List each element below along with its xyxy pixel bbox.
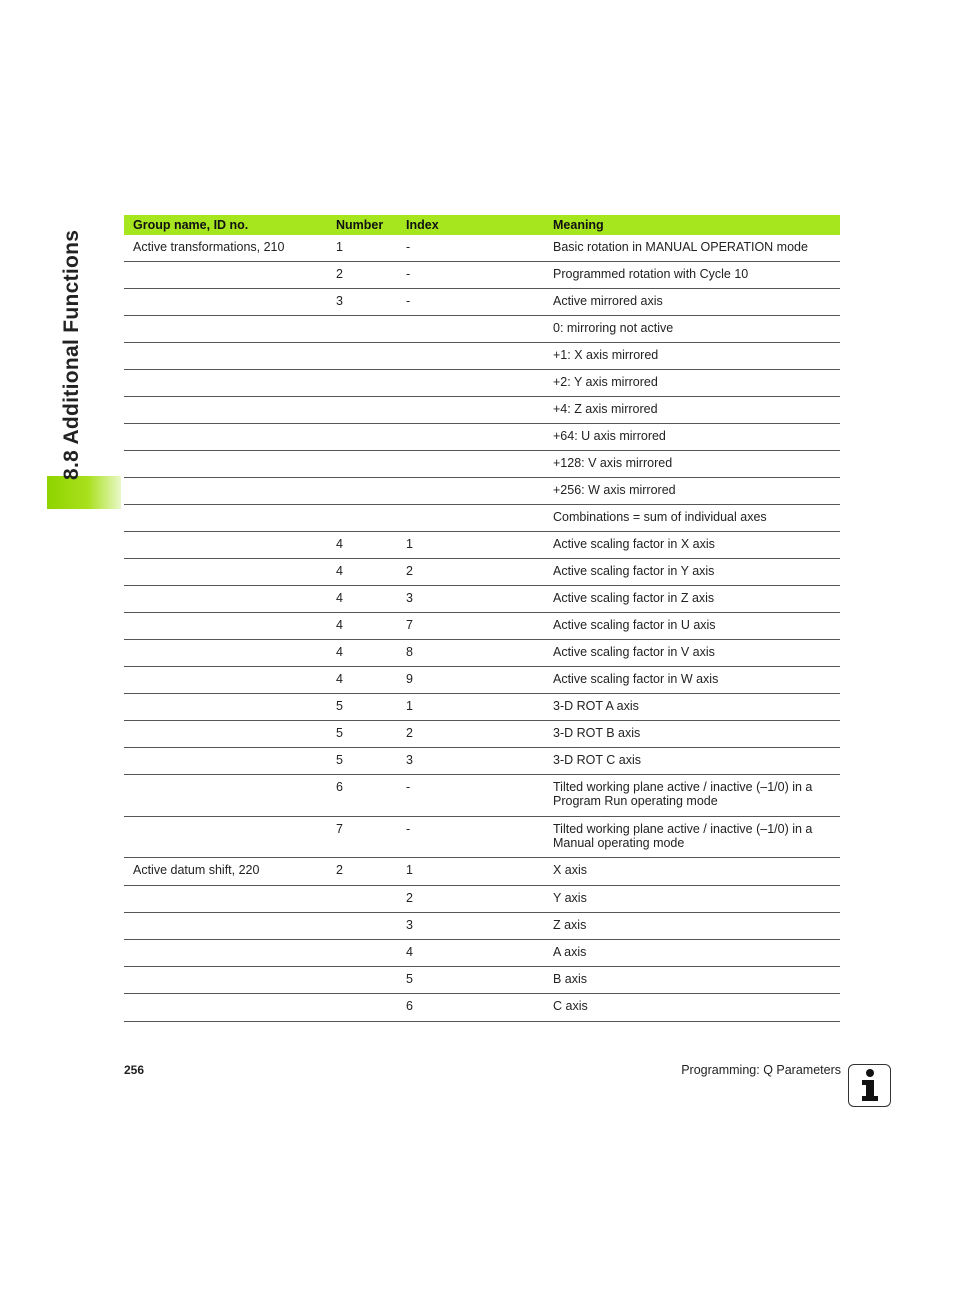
cell-meaning: 0: mirroring not active bbox=[553, 321, 674, 335]
cell-group-name bbox=[124, 586, 327, 591]
table-row bbox=[124, 775, 840, 817]
cell-group-name bbox=[124, 913, 327, 918]
table-row bbox=[124, 343, 840, 370]
cell-group-name bbox=[124, 343, 327, 348]
table-row bbox=[124, 913, 840, 940]
parameter-table bbox=[124, 215, 840, 1022]
table-row bbox=[124, 397, 840, 424]
cell-number bbox=[327, 397, 397, 402]
cell-index: 4 bbox=[406, 945, 413, 959]
cell-index bbox=[397, 505, 544, 510]
cell-index: 5 bbox=[406, 972, 413, 986]
cell-index bbox=[397, 343, 544, 348]
cell-meaning: +256: W axis mirrored bbox=[553, 483, 676, 497]
cell-group-name bbox=[124, 613, 327, 618]
cell-number bbox=[327, 343, 397, 348]
cell-number bbox=[327, 886, 397, 891]
table-row bbox=[124, 721, 840, 748]
table-row bbox=[124, 451, 840, 478]
header-number: Number bbox=[336, 218, 384, 232]
cell-group-name bbox=[124, 289, 327, 294]
cell-group-name bbox=[124, 817, 327, 822]
cell-meaning: Basic rotation in MANUAL OPERATION mode bbox=[553, 240, 808, 254]
cell-meaning: B axis bbox=[553, 972, 588, 986]
side-section-title: 8.8 Additional Functions bbox=[60, 229, 83, 480]
cell-number: 4 bbox=[336, 672, 343, 686]
table-row bbox=[124, 967, 840, 994]
cell-index: 8 bbox=[406, 645, 413, 659]
header-meaning: Meaning bbox=[553, 218, 604, 232]
table-row bbox=[124, 316, 840, 343]
cell-number: 5 bbox=[336, 753, 343, 767]
cell-index bbox=[397, 397, 544, 402]
table-row bbox=[124, 858, 840, 886]
cell-number bbox=[327, 913, 397, 918]
cell-number bbox=[327, 424, 397, 429]
cell-group-name bbox=[124, 967, 327, 972]
cell-meaning: Y axis bbox=[553, 891, 587, 905]
info-icon bbox=[848, 1064, 891, 1107]
cell-meaning: Programmed rotation with Cycle 10 bbox=[553, 267, 749, 281]
cell-group-name bbox=[124, 559, 327, 564]
cell-meaning: Active scaling factor in W axis bbox=[553, 672, 719, 686]
cell-meaning: Combinations = sum of individual axes bbox=[553, 510, 767, 524]
cell-meaning: Active mirrored axis bbox=[553, 294, 663, 308]
cell-meaning: 3-D ROT A axis bbox=[553, 699, 639, 713]
cell-index: - bbox=[406, 294, 411, 308]
cell-meaning: X axis bbox=[553, 863, 588, 877]
cell-group-name bbox=[124, 397, 327, 402]
footer-chapter-title: Programming: Q Parameters bbox=[681, 1063, 841, 1077]
table-row bbox=[124, 694, 840, 721]
header-group-name: Group name, ID no. bbox=[133, 218, 249, 232]
table-row bbox=[124, 235, 840, 262]
cell-group-name bbox=[124, 886, 327, 891]
cell-group-name bbox=[124, 478, 327, 483]
cell-group-name bbox=[124, 694, 327, 699]
cell-number: 4 bbox=[336, 537, 343, 551]
table-row bbox=[124, 748, 840, 775]
table-row bbox=[124, 586, 840, 613]
cell-group-name: Active datum shift, 220 bbox=[133, 863, 260, 877]
cell-meaning: Active scaling factor in X axis bbox=[553, 537, 715, 551]
cell-number: 2 bbox=[336, 267, 343, 281]
cell-meaning: Active scaling factor in Z axis bbox=[553, 591, 715, 605]
cell-meaning: Active scaling factor in U axis bbox=[553, 618, 716, 632]
cell-index: 1 bbox=[406, 699, 413, 713]
cell-number bbox=[327, 370, 397, 375]
cell-number: 5 bbox=[336, 699, 343, 713]
cell-group-name bbox=[124, 994, 327, 999]
table-row bbox=[124, 667, 840, 694]
cell-index: 6 bbox=[406, 999, 413, 1013]
cell-index: 2 bbox=[406, 564, 413, 578]
cell-group-name bbox=[124, 667, 327, 672]
cell-group-name bbox=[124, 640, 327, 645]
cell-index: 3 bbox=[406, 591, 413, 605]
cell-number bbox=[327, 967, 397, 972]
table-row bbox=[124, 289, 840, 316]
cell-group-name bbox=[124, 424, 327, 429]
table-row bbox=[124, 640, 840, 667]
cell-index: - bbox=[406, 240, 411, 254]
cell-index bbox=[397, 316, 544, 321]
table-row bbox=[124, 940, 840, 967]
cell-number: 4 bbox=[336, 591, 343, 605]
table-row bbox=[124, 994, 840, 1022]
table-row bbox=[124, 478, 840, 505]
cell-index bbox=[397, 424, 544, 429]
cell-number: 5 bbox=[336, 726, 343, 740]
table-row bbox=[124, 817, 840, 858]
cell-group-name: Active transformations, 210 bbox=[133, 240, 285, 254]
cell-meaning: Z axis bbox=[553, 918, 587, 932]
cell-meaning: C axis bbox=[553, 999, 588, 1013]
cell-meaning: +1: X axis mirrored bbox=[553, 348, 659, 362]
cell-index: - bbox=[406, 822, 411, 836]
table-row bbox=[124, 505, 840, 532]
cell-meaning: 3-D ROT C axis bbox=[553, 753, 641, 767]
cell-number: 2 bbox=[336, 863, 343, 877]
cell-number bbox=[327, 940, 397, 945]
cell-meaning: Active scaling factor in Y axis bbox=[553, 564, 715, 578]
page-number: 256 bbox=[124, 1063, 145, 1077]
cell-meaning: +4: Z axis mirrored bbox=[553, 402, 658, 416]
cell-index: 7 bbox=[406, 618, 413, 632]
cell-meaning: Tilted working plane active / inactive (–1/0) in a Manual operating mode bbox=[553, 822, 813, 850]
cell-group-name bbox=[124, 775, 327, 780]
table-row bbox=[124, 613, 840, 640]
cell-index: - bbox=[406, 780, 411, 794]
cell-meaning: A axis bbox=[553, 945, 587, 959]
cell-index: 2 bbox=[406, 891, 413, 905]
cell-group-name bbox=[124, 532, 327, 537]
cell-number: 3 bbox=[336, 294, 343, 308]
cell-group-name bbox=[124, 370, 327, 375]
cell-number bbox=[327, 478, 397, 483]
cell-number bbox=[327, 994, 397, 999]
cell-number: 4 bbox=[336, 618, 343, 632]
cell-number bbox=[327, 451, 397, 456]
cell-group-name bbox=[124, 748, 327, 753]
info-glyph bbox=[849, 1065, 889, 1105]
cell-number: 7 bbox=[336, 822, 343, 836]
table-body bbox=[124, 235, 840, 1022]
cell-index bbox=[397, 451, 544, 456]
cell-number: 1 bbox=[336, 240, 343, 254]
cell-meaning: +128: V axis mirrored bbox=[553, 456, 673, 470]
cell-meaning: Tilted working plane active / inactive (–1/0) in a Program Run operating mode bbox=[553, 780, 813, 808]
table-row bbox=[124, 559, 840, 586]
cell-index: 1 bbox=[406, 863, 413, 877]
cell-number bbox=[327, 316, 397, 321]
cell-index: 3 bbox=[406, 753, 413, 767]
cell-meaning: Active scaling factor in V axis bbox=[553, 645, 715, 659]
table-row bbox=[124, 262, 840, 289]
cell-number bbox=[327, 505, 397, 510]
table-row bbox=[124, 424, 840, 451]
cell-group-name bbox=[124, 316, 327, 321]
cell-number: 6 bbox=[336, 780, 343, 794]
cell-index bbox=[397, 478, 544, 483]
header-index: Index bbox=[406, 218, 439, 232]
cell-index: 3 bbox=[406, 918, 413, 932]
chapter-tab-marker bbox=[47, 476, 121, 509]
cell-number: 4 bbox=[336, 645, 343, 659]
cell-number: 4 bbox=[336, 564, 343, 578]
cell-group-name bbox=[124, 940, 327, 945]
cell-meaning: +2: Y axis mirrored bbox=[553, 375, 658, 389]
cell-index bbox=[397, 370, 544, 375]
cell-index: 2 bbox=[406, 726, 413, 740]
cell-meaning: 3-D ROT B axis bbox=[553, 726, 641, 740]
cell-group-name bbox=[124, 451, 327, 456]
table-header bbox=[124, 215, 840, 235]
table-row bbox=[124, 886, 840, 913]
cell-group-name bbox=[124, 505, 327, 510]
table-row bbox=[124, 370, 840, 397]
cell-index: 1 bbox=[406, 537, 413, 551]
table-row bbox=[124, 532, 840, 559]
cell-group-name bbox=[124, 262, 327, 267]
cell-meaning: +64: U axis mirrored bbox=[553, 429, 666, 443]
cell-index: 9 bbox=[406, 672, 413, 686]
cell-group-name bbox=[124, 721, 327, 726]
cell-index: - bbox=[406, 267, 411, 281]
